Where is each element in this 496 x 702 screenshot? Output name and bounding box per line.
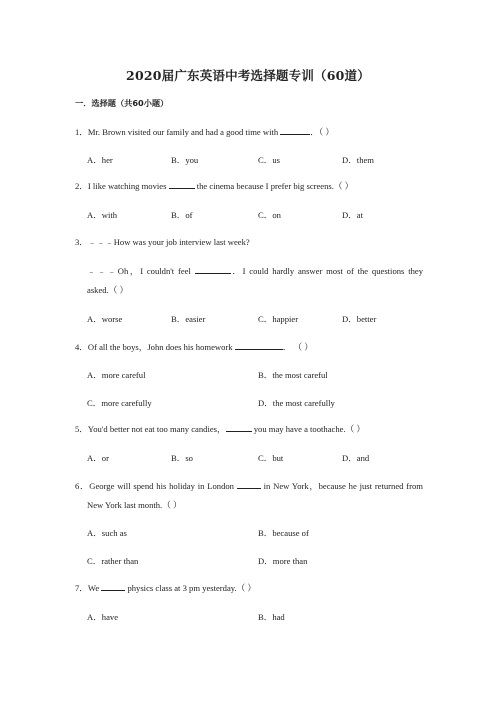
answer-blank bbox=[169, 180, 195, 189]
question-number: 5． bbox=[75, 424, 88, 434]
option-d: D．them bbox=[342, 155, 374, 165]
question-3-line-3: asked.（ ） bbox=[87, 285, 129, 295]
options-q4-row-1 bbox=[87, 369, 427, 381]
options-q4-row-2 bbox=[87, 397, 427, 409]
options-q1 bbox=[87, 154, 427, 166]
options-q3 bbox=[87, 313, 427, 325]
question-6-line-2: New York last month.（ ） bbox=[87, 500, 182, 510]
answer-blank bbox=[280, 126, 310, 135]
options-q6-row-1 bbox=[87, 527, 427, 539]
options-q7 bbox=[87, 611, 427, 623]
answer-blank bbox=[235, 341, 283, 350]
option-c: C．on bbox=[258, 210, 281, 220]
question-3-line-2: ﹣﹣﹣Oh，I couldn't feel ．I could hardly answer most of the questions they bbox=[87, 266, 423, 276]
option-b: B．you bbox=[171, 155, 199, 165]
options-q2 bbox=[87, 209, 427, 221]
question-number: 1． bbox=[75, 127, 88, 137]
option-d: D．at bbox=[342, 210, 364, 220]
question-4: 4．Of all the boys，John does his homework ． （ ） bbox=[75, 342, 313, 352]
section-heading: 一．选择题（共60小题） bbox=[75, 98, 169, 108]
option-d: D．and bbox=[342, 453, 370, 463]
answer-blank bbox=[195, 265, 231, 274]
option-c: C．but bbox=[258, 453, 284, 463]
option-b: B．so bbox=[171, 453, 193, 463]
question-6: 6．George will spend his holiday in London in New York，because he just returned from bbox=[75, 481, 423, 491]
answer-blank bbox=[101, 582, 125, 591]
option-a: A．more careful bbox=[87, 370, 146, 380]
option-a: A．her bbox=[87, 155, 113, 165]
question-number: 4． bbox=[75, 342, 88, 352]
option-d: D．more than bbox=[258, 556, 308, 566]
option-b: B．of bbox=[171, 210, 193, 220]
question-5: 5．You'd better not eat too many candies， you may have a toothache.（ ） bbox=[75, 424, 365, 434]
question-number: 2． bbox=[75, 181, 88, 191]
question-number: 3． bbox=[75, 237, 88, 247]
option-a: A．have bbox=[87, 612, 119, 622]
question-number: 7． bbox=[75, 583, 88, 593]
options-q5 bbox=[87, 452, 427, 464]
option-c: C．more carefully bbox=[87, 398, 152, 408]
question-2: 2．I like watching movies the cinema because I prefer big screens.（ ） bbox=[75, 181, 354, 191]
option-d: D．the most carefully bbox=[258, 398, 335, 408]
answer-blank bbox=[226, 423, 252, 432]
option-c: C．us bbox=[258, 155, 280, 165]
option-c: C．rather than bbox=[87, 556, 139, 566]
option-d: D．better bbox=[342, 314, 377, 324]
option-a: A．with bbox=[87, 210, 118, 220]
question-1: 1．Mr. Brown visited our family and had a good time with ．（ ） bbox=[75, 127, 334, 137]
options-q6-row-2 bbox=[87, 555, 427, 567]
option-b: B．had bbox=[258, 612, 285, 622]
question-number: 6． bbox=[75, 481, 90, 491]
question-3: 3．﹣﹣﹣How was your job interview last week? bbox=[75, 237, 250, 247]
answer-blank bbox=[237, 480, 261, 489]
question-7: 7．We physics class at 3 pm yesterday.（ ） bbox=[75, 583, 257, 593]
option-a: A．or bbox=[87, 453, 109, 463]
document-title: 2020届广东英语中考选择题专训（60道） bbox=[126, 68, 370, 83]
option-b: B．easier bbox=[171, 314, 206, 324]
option-c: C．happier bbox=[258, 314, 299, 324]
option-b: B．because of bbox=[258, 528, 309, 538]
option-a: A．worse bbox=[87, 314, 123, 324]
option-b: B．the most careful bbox=[258, 370, 328, 380]
option-a: A．such as bbox=[87, 528, 127, 538]
